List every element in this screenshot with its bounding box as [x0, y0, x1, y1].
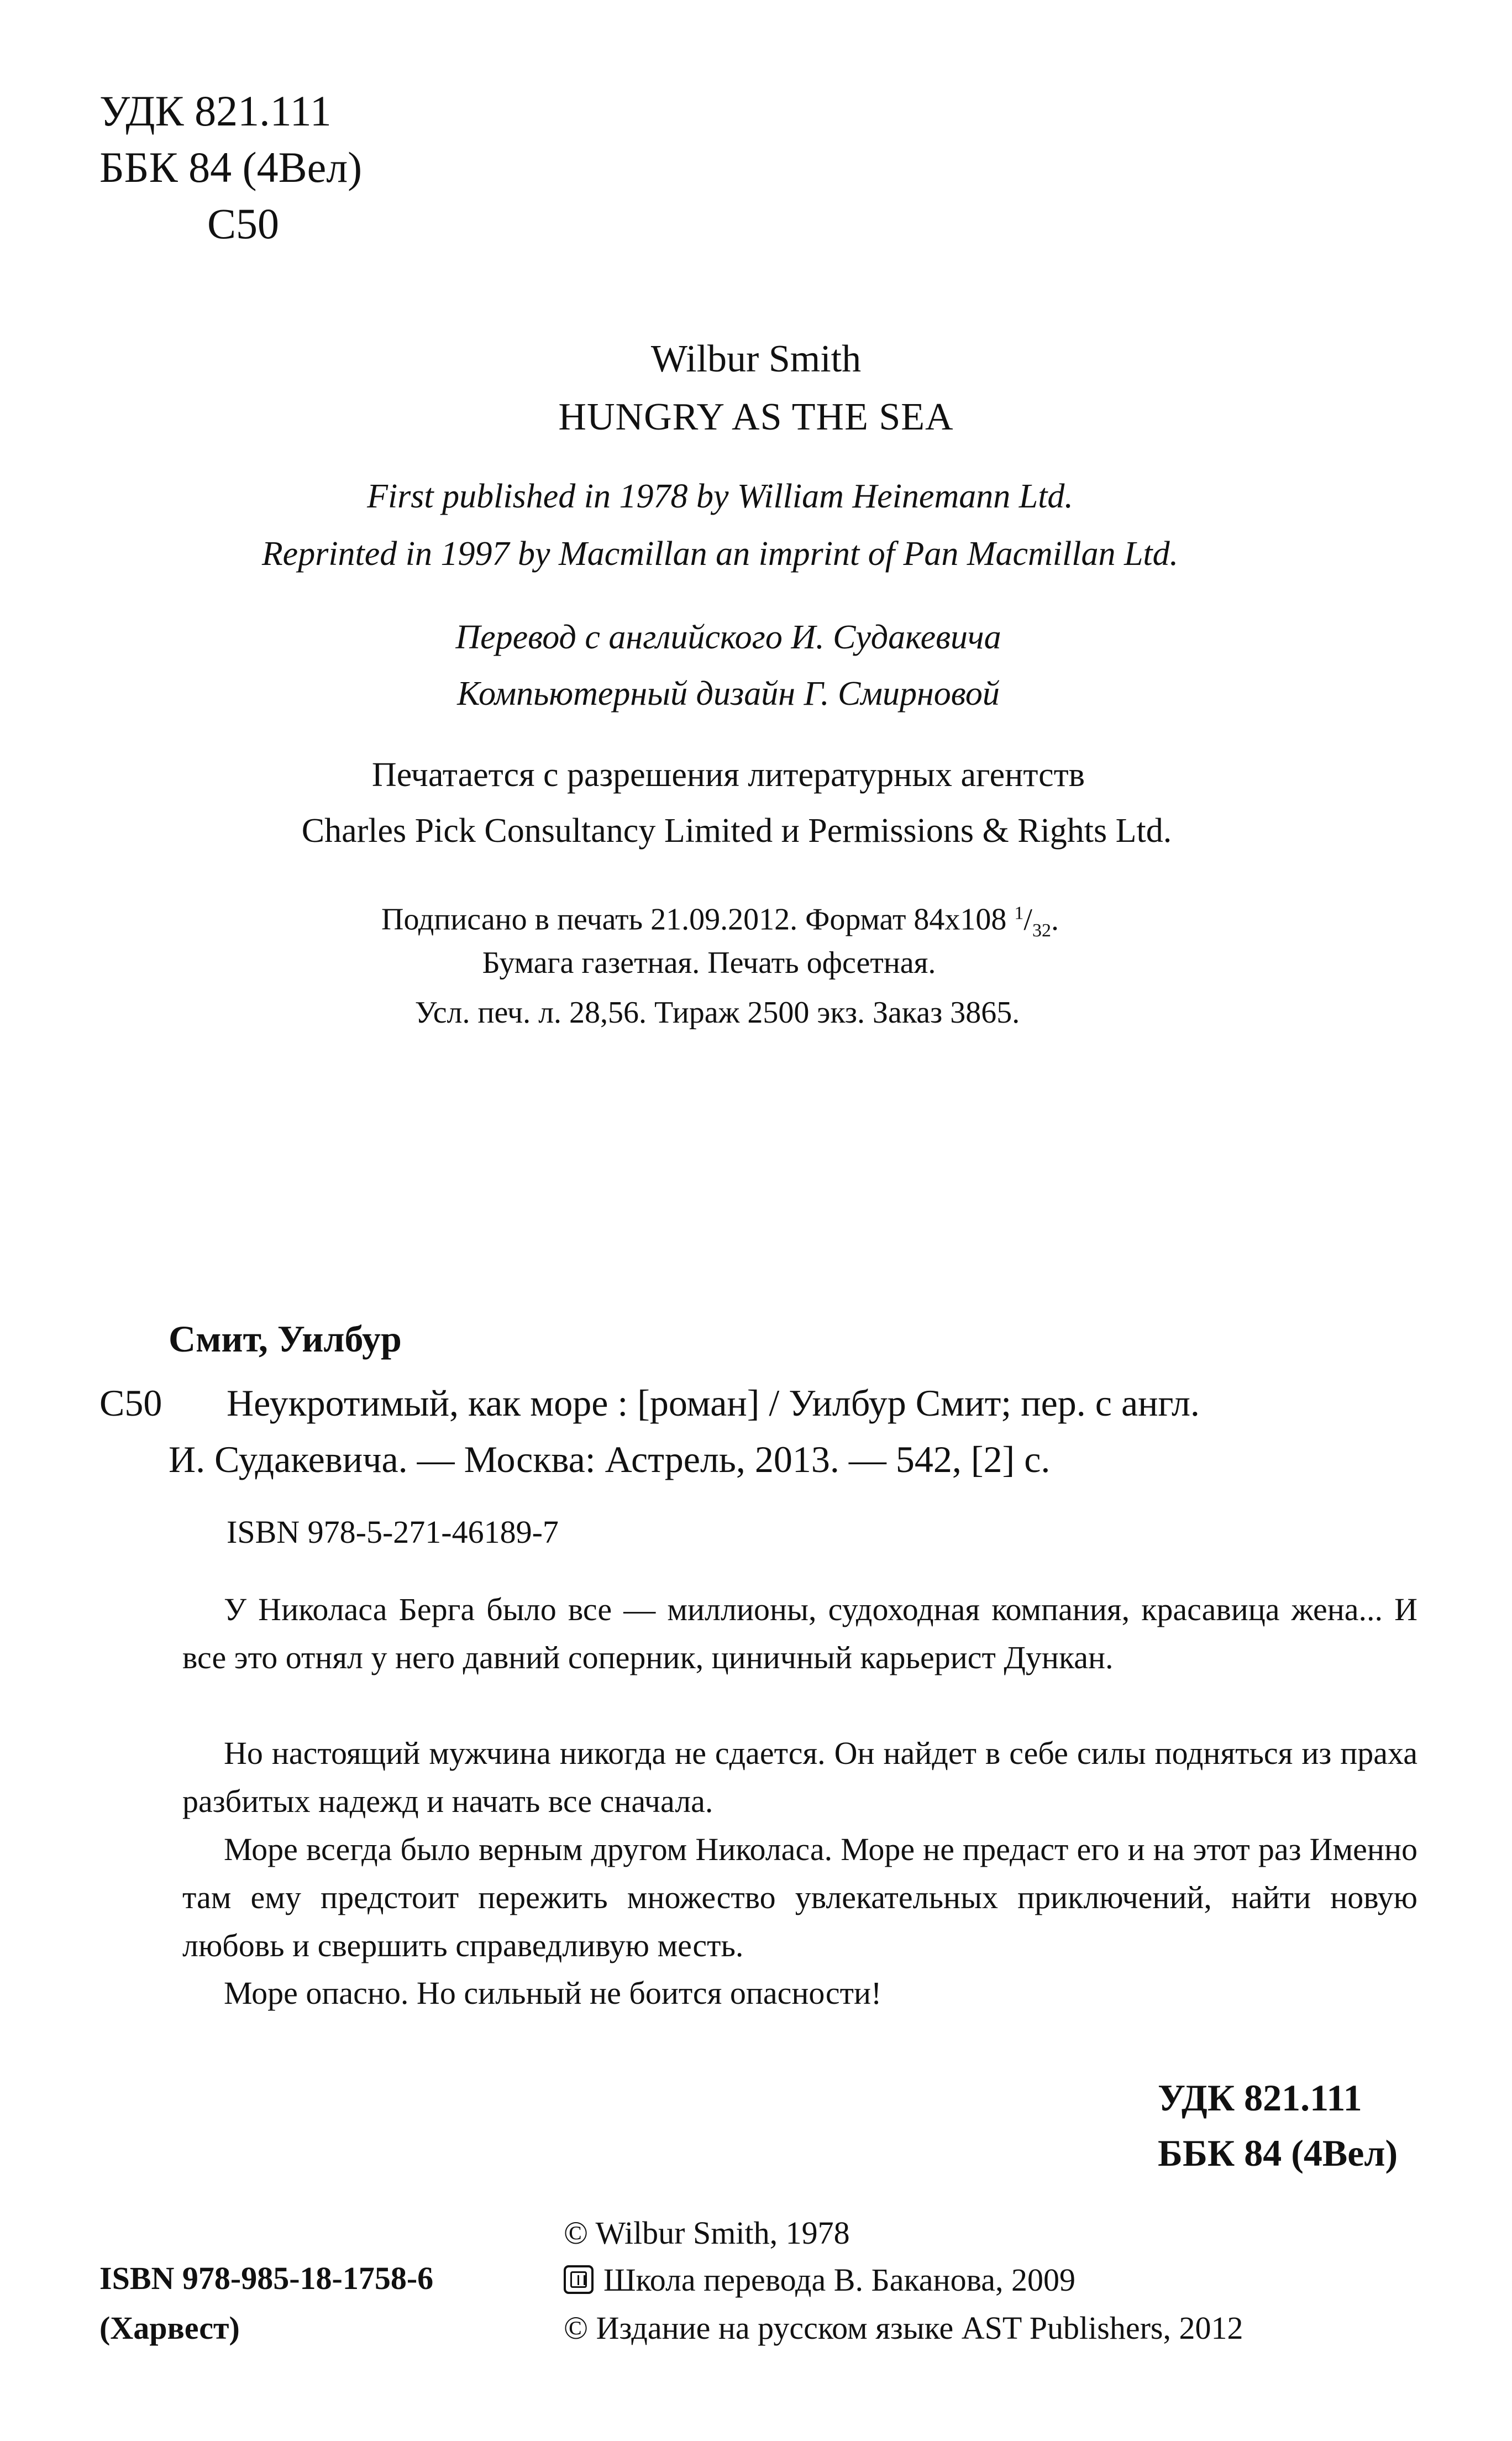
paper-line: Бумага газетная. Печать офсетная.: [482, 946, 936, 980]
classification-block-top: [99, 83, 362, 252]
annotation-paragraph-2: Но настоящий мужчина никогда не сдается. Он найдет в себе силы подняться из праха разбитых надежд и начать все сначала.: [182, 1735, 1418, 1819]
annotation-paragraph-4: Море опасно. Но сильный не боится опасности!: [224, 1975, 882, 2011]
annotation-paragraph-3: Море всегда было верным другом Николаса. Море не предаст его и на этот раз Именно там ему предстоит пережить множество увлекательных приключений, найти новую любовь и свершить справедливую месть.: [182, 1831, 1418, 1963]
bbk-code: ББК 84 (4Вел): [99, 143, 363, 191]
format-fraction: $^1/_{32}$.: [1014, 902, 1059, 941]
udk-code-bottom: УДК 821.111: [1158, 2077, 1362, 2119]
copyright-author: © Wilbur Smith, 1978: [564, 2215, 850, 2251]
copyright-school: [564, 2257, 1075, 2303]
copyright-russian-edition: © Издание на русском языке AST Publishers, 2012: [564, 2310, 1243, 2346]
catalog-mark: С50: [99, 1382, 162, 1424]
school-logo-icon: [564, 2265, 594, 2294]
reprinted-note: Reprinted in 1997 by Macmillan an imprint of Pan Macmillan Ltd.: [261, 535, 1179, 573]
udk-code: УДК 821.111: [99, 87, 332, 135]
translator-credit: Перевод с английского И. Судакевича: [455, 619, 1001, 656]
copyright-school-text: Школа перевода В. Баканова, 2009: [603, 2262, 1075, 2298]
catalog-isbn: ISBN 978-5-271-46189-7: [227, 1514, 559, 1550]
edition-publisher: (Харвест): [99, 2310, 240, 2346]
original-author: Wilbur Smith: [650, 338, 862, 380]
print-signed-text: Подписано в печать 21.09.2012. Формат 84х108: [381, 902, 1007, 937]
bbk-code-bottom: ББК 84 (4Вел): [1158, 2132, 1398, 2174]
permission-line-2: Charles Pick Consultancy Limited и Permissions & Rights Ltd.: [301, 812, 1172, 850]
first-published-note: First published in 1978 by William Heinemann Ltd.: [367, 478, 1073, 515]
run-line: Усл. печ. л. 28,56. Тираж 2500 экз. Заказ 3865.: [414, 996, 1020, 1030]
author-mark: С50: [207, 200, 280, 248]
edition-isbn: ISBN 978-985-18-1758-6: [99, 2260, 434, 2296]
catalog-description-line-2: И. Судакевича. — Москва: Астрель, 2013. — 542, [2] с.: [169, 1438, 1051, 1480]
designer-credit: Компьютерный дизайн Г. Смирновой: [457, 675, 1000, 713]
original-title: HUNGRY AS THE SEA: [558, 396, 954, 438]
catalog-heading: Смит, Уилбур: [169, 1318, 402, 1360]
catalog-description-line-1: Неукротимый, как море : [роман] / Уилбур Смит; пер. с англ.: [227, 1382, 1200, 1424]
permission-line-1: Печатается с разрешения литературных агентств: [371, 756, 1085, 794]
annotation-paragraph-1: У Николаса Берга было все — миллионы, судоходная компания, красавица жена... И все это отнял у него давний соперник, циничный карьерист Дункан.: [182, 1591, 1418, 1675]
